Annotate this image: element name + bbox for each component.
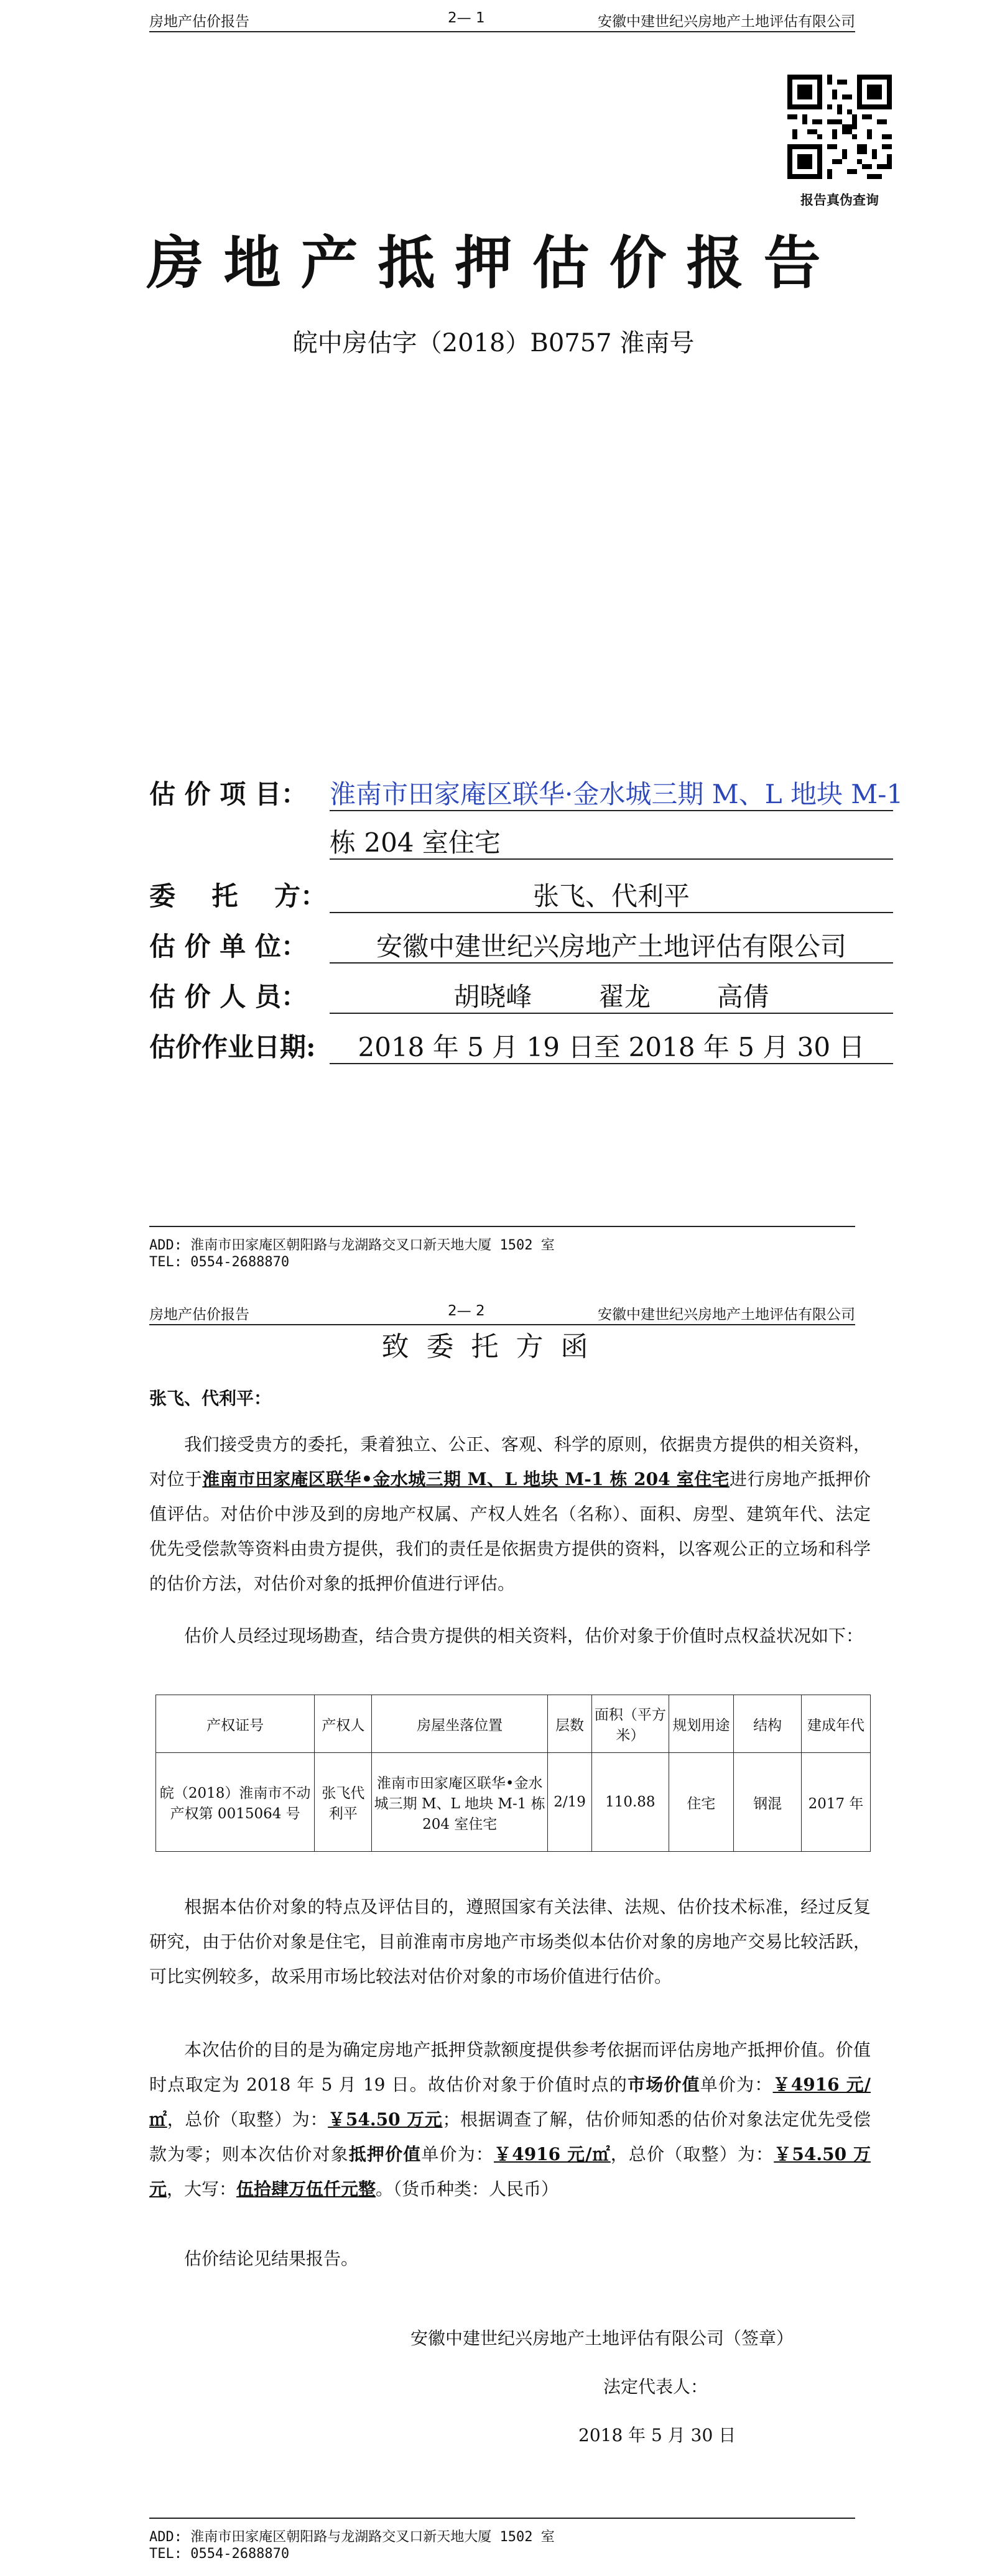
survey-text: 估价人员经过现场勘查，结合贵方提供的相关资料，估价对象于价值时点权益状况如下： <box>184 1626 864 1646</box>
header-left: 房地产估价报告 <box>149 1307 249 1323</box>
info-unit-row <box>149 926 896 964</box>
salutation: 张飞、代利平： <box>149 1388 272 1409</box>
header-left: 房地产估价报告 <box>149 14 249 30</box>
valuation-text-h: 。（货币种类：人民币） <box>376 2179 559 2199</box>
paragraph-intro <box>149 1427 871 1601</box>
col-structure: 结构 <box>734 1695 802 1753</box>
cell-floor: 2/19 <box>547 1753 591 1852</box>
property-table <box>155 1695 871 1852</box>
valuation-text-g: ，大写： <box>167 2179 237 2199</box>
cell-use: 住宅 <box>669 1753 734 1852</box>
cell-structure: 钢混 <box>734 1753 802 1852</box>
staff-value: 胡晓峰 翟龙 高倩 <box>330 977 893 1014</box>
conclusion-text: 估价结论见结果报告。 <box>184 2248 359 2269</box>
intro-text-a: 我们接受贵方的委托，秉着独立、公正、客观、科学的原则，依据贵方提供的相关资料，对位于 <box>149 1434 871 1489</box>
unit-label: 估 价 单 位： <box>149 931 307 962</box>
col-floor: 层数 <box>547 1695 591 1753</box>
signature-date: 2018 年 5 月 30 日 <box>578 2425 736 2445</box>
header-page-number: 2— 2 <box>448 1303 485 1319</box>
table-header-row <box>156 1695 871 1753</box>
project-value-line1: 淮南市田家庵区联华·金水城三期 M、L 地块 M-1 <box>330 774 893 811</box>
client-value: 张飞、代利平 <box>330 876 893 913</box>
header-page-number: 2— 1 <box>448 10 485 26</box>
info-staff-row <box>149 977 896 1014</box>
header-company: 安徽中建世纪兴房地产土地评估有限公司 <box>598 14 855 30</box>
signature-representative: 法定代表人： <box>603 2376 708 2397</box>
property-address: 淮南市田家庵区联华•金水城三期 M、L 地块 M-1 栋 204 室住宅 <box>202 1469 730 1489</box>
report-number: 皖中房估字（2018）B0757 淮南号 <box>292 329 695 357</box>
client-label: 委 托 方： <box>149 881 327 911</box>
valuation-text-b: 单价为： <box>700 2074 773 2095</box>
cell-area: 110.88 <box>592 1753 669 1852</box>
info-date-row <box>149 1027 896 1064</box>
footer-address: ADD: 淮南市田家庵区朝阳路与龙湖路交叉口新天地大厦 1502 室 <box>149 2529 555 2545</box>
valuation-text-d: ；根据调查了解，估价师知悉的估价对象法定优先受偿款为零；则本次估价对象 <box>149 2109 871 2164</box>
cell-location: 淮南市田家庵区联华•金水城三期 M、L 地块 M-1 栋 204 室住宅 <box>372 1753 548 1852</box>
cell-owner: 张飞代利平 <box>315 1753 372 1852</box>
market-total-price: ￥54.50 万元 <box>328 2109 443 2130</box>
qr-caption: 报告真伪查询 <box>800 193 879 208</box>
project-label: 估 价 项 目： <box>149 779 307 809</box>
market-unit-price: ￥4916 元/㎡ <box>149 2074 871 2130</box>
col-cert-no: 产权证号 <box>156 1695 315 1753</box>
unit-value: 安徽中建世纪兴房地产土地评估有限公司 <box>330 926 893 964</box>
signature-company: 安徽中建世纪兴房地产土地评估有限公司（签章） <box>410 2328 794 2348</box>
footer-tel: TEL: 0554-2688870 <box>149 2546 290 2562</box>
paragraph-valuation <box>149 2033 871 2207</box>
header-company: 安徽中建世纪兴房地产土地评估有限公司 <box>598 1307 855 1323</box>
staff-label: 估 价 人 员： <box>149 982 307 1012</box>
valuation-text-a: 本次估价的目的是为确定房地产抵押贷款额度提供参考依据而评估房地产抵押价值。价值时点取定为 2018 年 5 月 19 日。故估价对象于价值时点的 <box>149 2040 871 2095</box>
info-client-row <box>149 876 896 913</box>
intro-text-b: 进行房地产抵押价值评估。对估价中涉及到的房地产权属、产权人姓名（名称）、面积、房型、建筑年代、法定优先受偿款等资料由贵方提供，我们的责任是依据贵方提供的资料，以客观公正的立场和科学的估价方法，对估价对象的抵押价值进行评估。 <box>149 1469 871 1594</box>
report-title: 房地产抵押估价报告 <box>146 229 841 297</box>
col-use: 规划用途 <box>669 1695 734 1753</box>
cell-year: 2017 年 <box>802 1753 871 1852</box>
date-value: 2018 年 5 月 19 日至 2018 年 5 月 30 日 <box>330 1027 893 1064</box>
mortgage-total-price: ￥54.50 万元 <box>149 2144 871 2199</box>
info-project-row <box>149 774 904 811</box>
paragraph-survey <box>149 1619 871 1654</box>
project-value-line2: 栋 204 室住宅 <box>330 822 893 860</box>
market-value-label: 市场价值 <box>628 2074 700 2095</box>
cell-cert-no: 皖（2018）淮南市不动产权第 0015064 号 <box>156 1753 315 1852</box>
col-location: 房屋坐落位置 <box>372 1695 548 1753</box>
date-label: 估价作业日期: <box>149 1032 316 1062</box>
footer-rule <box>149 2518 855 2519</box>
valuation-text-c: ，总价（取整）为： <box>167 2109 328 2130</box>
letter-title: 致委托方函 <box>381 1331 606 1363</box>
method-text: 根据本估价对象的特点及评估目的，遵照国家有关法律、法规、估价技术标准，经过反复研究，由于估价对象是住宅，目前淮南市房地产市场类似本估价对象的房地产交易比较活跃，可比实例较多，故采用市场比较法对估价对象的市场价值进行估价。 <box>149 1897 871 1987</box>
info-project-row-2 <box>149 822 896 860</box>
total-in-words: 伍拾肆万伍仟元整 <box>236 2179 376 2199</box>
page-header <box>149 1295 855 1325</box>
paragraph-conclusion <box>149 2242 871 2276</box>
page-header <box>149 2 855 32</box>
footer-rule <box>149 1226 855 1227</box>
col-year: 建成年代 <box>802 1695 871 1753</box>
footer-address: ADD: 淮南市田家庵区朝阳路与龙湖路交叉口新天地大厦 1502 室 <box>149 1238 555 1253</box>
col-owner: 产权人 <box>315 1695 372 1753</box>
col-area: 面积（平方米） <box>592 1695 669 1753</box>
mortgage-unit-price: ￥4916 元/㎡ <box>494 2144 611 2164</box>
valuation-text-f: ，总价（取整）为： <box>610 2144 774 2164</box>
mortgage-value-label: 抵押价值 <box>348 2144 422 2164</box>
paragraph-method <box>149 1890 871 1994</box>
valuation-text-e: 单价为： <box>421 2144 494 2164</box>
qr-code-icon[interactable] <box>787 75 892 179</box>
table-row <box>156 1753 871 1852</box>
footer-tel: TEL: 0554-2688870 <box>149 1254 290 1270</box>
